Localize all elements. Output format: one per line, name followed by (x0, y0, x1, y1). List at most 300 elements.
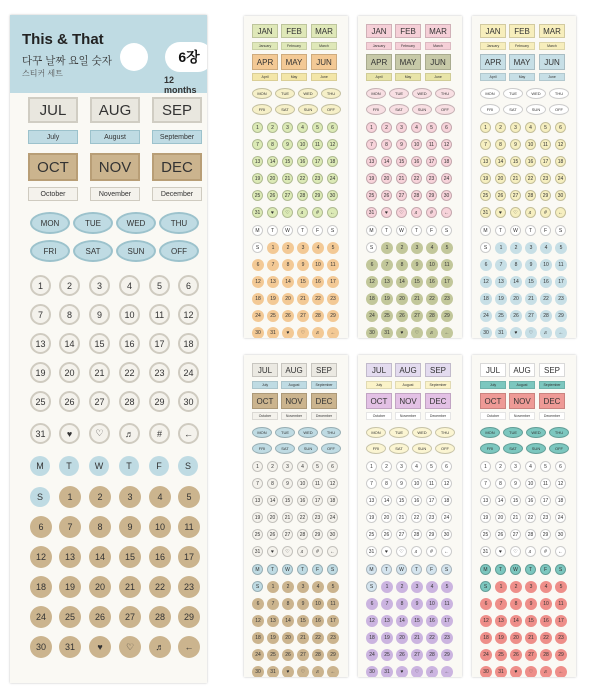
number-sticker: 12 (555, 478, 566, 489)
number-sticker: 17 (178, 546, 200, 568)
number-sticker: 19 (267, 293, 279, 305)
month-label-sticker: May (281, 73, 307, 81)
number-sticker: 30 (441, 190, 452, 201)
weekday-letter-sticker: S (441, 564, 452, 575)
symbol-sticker: ♬ (119, 423, 140, 444)
weekday-letter-sticker: T (495, 225, 506, 236)
number-sticker: 28 (119, 391, 140, 412)
weekday-letter-sticker: S (366, 581, 377, 592)
symbol-sticker: 31 (480, 546, 491, 557)
month-sticker: OCT (28, 153, 78, 181)
weekday-letter-sticker: S (252, 581, 263, 592)
weekday-sticker: OFF (435, 104, 455, 115)
number-sticker: 18 (366, 632, 378, 644)
weekday-sticker: FRI (480, 443, 500, 454)
number-sticker: 20 (396, 293, 408, 305)
number-sticker: 30 (327, 190, 338, 201)
number-sticker: 20 (282, 632, 294, 644)
month-label-sticker: September (425, 381, 451, 389)
number-sticker: 29 (312, 190, 323, 201)
number-sticker: 11 (441, 598, 453, 610)
month-label-sticker: November (395, 412, 421, 420)
weekday-sticker: SUN (116, 240, 156, 262)
month-sticker: AUG (281, 363, 307, 377)
number-sticker: 5 (426, 461, 437, 472)
number-sticker: ← (555, 327, 567, 338)
number-sticker: 22 (540, 293, 552, 305)
number-sticker: 29 (441, 310, 453, 322)
number-sticker: 18 (30, 576, 52, 598)
number-sticker: 21 (510, 173, 521, 184)
number-sticker: 9 (411, 598, 423, 610)
number-sticker: 17 (426, 495, 437, 506)
weekday-letter-sticker: T (525, 564, 536, 575)
symbol-sticker: ← (441, 207, 452, 218)
number-sticker: 26 (89, 606, 111, 628)
weekday-letter-sticker: T (411, 564, 422, 575)
number-sticker: 20 (396, 632, 408, 644)
number-sticker: 3 (510, 122, 521, 133)
number-sticker: 12 (30, 546, 52, 568)
number-sticker: 21 (119, 576, 141, 598)
number-sticker: 27 (89, 391, 110, 412)
number-sticker: 31 (267, 327, 279, 338)
month-label-sticker: June (539, 73, 565, 81)
number-sticker: 8 (396, 259, 408, 271)
month-sticker: JUN (311, 54, 337, 70)
sheet-header (10, 15, 207, 93)
weekday-letter-sticker: T (381, 564, 392, 575)
weekday-letter-sticker: M (480, 564, 491, 575)
symbol-sticker: # (149, 423, 170, 444)
number-sticker: 1 (252, 461, 263, 472)
number-sticker: 5 (312, 461, 323, 472)
number-sticker: ← (327, 666, 339, 677)
month-label-sticker: August (395, 381, 421, 389)
number-sticker: 17 (540, 156, 551, 167)
symbol-sticker: ♥ (59, 423, 80, 444)
weekday-letter-sticker: F (426, 225, 437, 236)
weekday-sticker: FRI (252, 443, 272, 454)
weekday-sticker: MON (480, 88, 500, 99)
symbol-sticker: ♥ (267, 207, 278, 218)
month-sticker: MAY (281, 54, 307, 70)
number-sticker: 16 (540, 615, 552, 627)
month-label-sticker: September (539, 381, 565, 389)
number-sticker: 30 (366, 666, 378, 677)
number-sticker: 14 (381, 156, 392, 167)
number-sticker: 6 (555, 461, 566, 472)
weekday-letter-sticker: W (282, 225, 293, 236)
number-sticker: 20 (282, 293, 294, 305)
number-sticker: 15 (396, 156, 407, 167)
number-sticker: 19 (366, 512, 377, 523)
number-sticker: 13 (366, 495, 377, 506)
number-sticker: 8 (510, 259, 522, 271)
month-label-sticker: June (425, 73, 451, 81)
weekday-letter-sticker: M (366, 225, 377, 236)
number-sticker: 8 (89, 516, 111, 538)
month-label-sticker: May (509, 73, 535, 81)
number-sticker: 19 (381, 632, 393, 644)
number-sticker: 1 (59, 486, 81, 508)
number-sticker: 26 (510, 310, 522, 322)
number-sticker: 8 (267, 478, 278, 489)
number-sticker: 2 (381, 461, 392, 472)
weekday-sticker: SAT (275, 104, 295, 115)
number-sticker: 31 (381, 327, 393, 338)
weekday-sticker: OFF (435, 443, 455, 454)
number-sticker: 18 (327, 156, 338, 167)
month-sticker: NOV (395, 393, 421, 409)
symbol-sticker: ♬ (525, 546, 536, 557)
number-sticker: 29 (327, 310, 339, 322)
number-sticker: 24 (480, 310, 492, 322)
number-sticker: 27 (411, 649, 423, 661)
month-label-sticker: April (366, 73, 392, 81)
weekday-sticker: THU (435, 88, 455, 99)
weekday-sticker: SUN (298, 104, 318, 115)
month-sticker: NOV (281, 393, 307, 409)
number-sticker: 25 (366, 529, 377, 540)
weekday-letter-sticker: T (495, 564, 506, 575)
month-label-sticker: July (28, 130, 78, 144)
number-sticker: 7 (381, 598, 393, 610)
month-label-sticker: December (152, 187, 202, 201)
number-sticker: 16 (426, 615, 438, 627)
number-sticker: 30 (441, 529, 452, 540)
symbol-sticker: ♥ (381, 207, 392, 218)
number-sticker: 29 (312, 529, 323, 540)
number-sticker: 28 (525, 190, 536, 201)
number-sticker: 29 (555, 649, 567, 661)
month-sticker: JUL (366, 363, 392, 377)
number-sticker: 22 (411, 173, 422, 184)
number-sticker: 7 (267, 598, 279, 610)
weekday-sticker: SAT (73, 240, 113, 262)
weekday-letter-sticker: S (252, 242, 263, 253)
weekday-sticker: TUE (275, 88, 295, 99)
number-sticker: 26 (381, 190, 392, 201)
number-sticker: 20 (495, 512, 506, 523)
month-sticker: DEC (539, 393, 565, 409)
symbol-sticker: ♡ (282, 207, 293, 218)
number-sticker: 28 (149, 606, 171, 628)
number-sticker: 2 (495, 122, 506, 133)
number-sticker: 26 (396, 310, 408, 322)
number-sticker: 3 (282, 122, 293, 133)
month-label-sticker: May (395, 73, 421, 81)
number-sticker: 3 (411, 581, 423, 593)
number-sticker: 18 (252, 632, 264, 644)
number-sticker: 1 (366, 461, 377, 472)
month-label-sticker: November (281, 412, 307, 420)
number-sticker: 1 (495, 581, 507, 593)
symbol-sticker: ← (555, 546, 566, 557)
number-sticker: 26 (396, 649, 408, 661)
number-sticker: 23 (426, 512, 437, 523)
number-sticker: 22 (297, 173, 308, 184)
number-sticker: 15 (510, 156, 521, 167)
number-sticker: 15 (282, 156, 293, 167)
korean-title: 다꾸 날짜 요일 숫자 (22, 55, 112, 67)
number-sticker: 21 (282, 512, 293, 523)
weekday-letter-sticker: M (480, 225, 491, 236)
number-sticker: 7 (267, 259, 279, 271)
number-sticker: 24 (178, 362, 199, 383)
count-badge: 6장 (165, 42, 207, 72)
weekday-sticker: THU (321, 427, 341, 438)
number-sticker: 23 (327, 293, 339, 305)
month-label-sticker: November (90, 187, 140, 201)
month-label-sticker: October (480, 412, 506, 420)
number-sticker: 21 (411, 293, 423, 305)
month-sticker: JUL (480, 363, 506, 377)
number-sticker: 23 (426, 173, 437, 184)
number-sticker: 13 (366, 156, 377, 167)
weekday-letter-sticker: T (297, 564, 308, 575)
weekday-sticker: TUE (389, 88, 409, 99)
number-sticker: 28 (312, 649, 324, 661)
number-sticker: 29 (441, 649, 453, 661)
number-sticker: 2 (510, 581, 522, 593)
number-sticker: 2 (267, 461, 278, 472)
number-sticker: 7 (366, 139, 377, 150)
number-sticker: 23 (312, 173, 323, 184)
weekday-letter-sticker: F (426, 564, 437, 575)
weekday-letter-sticker: S (555, 225, 566, 236)
number-sticker: 2 (495, 461, 506, 472)
number-sticker: 12 (441, 478, 452, 489)
weekday-letter-sticker: F (149, 456, 169, 476)
number-sticker: 10 (525, 478, 536, 489)
number-sticker: 28 (426, 649, 438, 661)
number-sticker: 9 (282, 139, 293, 150)
number-sticker: 27 (525, 649, 537, 661)
hang-hole (120, 43, 148, 71)
number-sticker: 16 (312, 615, 324, 627)
number-sticker: 14 (89, 546, 111, 568)
number-sticker: 31 (495, 666, 507, 677)
number-sticker: 27 (282, 190, 293, 201)
number-sticker: 12 (555, 139, 566, 150)
number-sticker: 24 (252, 310, 264, 322)
number-sticker: ♥ (510, 666, 522, 677)
month-sticker: JUN (425, 54, 451, 70)
number-sticker: 13 (267, 276, 279, 288)
number-sticker: 7 (30, 304, 51, 325)
weekday-letter-sticker: T (267, 225, 278, 236)
weekday-sticker: WED (526, 88, 546, 99)
number-sticker: 29 (555, 310, 567, 322)
number-sticker: 4 (426, 581, 438, 593)
number-sticker: 19 (252, 173, 263, 184)
number-sticker: 16 (426, 276, 438, 288)
month-label-sticker: February (281, 42, 307, 50)
symbol-sticker: ♬ (525, 207, 536, 218)
number-sticker: 13 (59, 546, 81, 568)
month-sticker: MAR (311, 24, 337, 38)
number-sticker: 4 (297, 122, 308, 133)
number-sticker: 10 (312, 598, 324, 610)
weekday-sticker: THU (321, 88, 341, 99)
number-sticker: 31 (59, 636, 81, 658)
number-sticker: 20 (89, 576, 111, 598)
number-sticker: 21 (297, 632, 309, 644)
number-sticker: ♡ (411, 666, 423, 677)
number-sticker: 5 (555, 581, 567, 593)
symbol-sticker: 31 (252, 546, 263, 557)
number-sticker: 6 (480, 259, 492, 271)
weekday-sticker: WED (412, 88, 432, 99)
number-sticker: ♥ (396, 327, 408, 338)
month-sticker: SEP (152, 97, 202, 123)
month-sticker: APR (252, 54, 278, 70)
number-sticker: 7 (59, 516, 81, 538)
number-sticker: 13 (252, 156, 263, 167)
number-sticker: 9 (510, 478, 521, 489)
month-label-sticker: April (480, 73, 506, 81)
number-sticker: 21 (396, 512, 407, 523)
number-sticker: 30 (555, 529, 566, 540)
weekday-sticker: OFF (549, 443, 569, 454)
number-sticker: 21 (510, 512, 521, 523)
number-sticker: 9 (396, 139, 407, 150)
weekday-sticker: FRI (366, 443, 386, 454)
number-sticker: 12 (480, 615, 492, 627)
weekday-sticker: WED (116, 212, 156, 234)
number-sticker: 11 (555, 259, 567, 271)
weekday-letter-sticker: S (366, 242, 377, 253)
number-sticker: 13 (480, 495, 491, 506)
month-label-sticker: July (366, 381, 392, 389)
number-sticker: 5 (540, 461, 551, 472)
number-sticker: 9 (510, 139, 521, 150)
weekday-letter-sticker: S (441, 225, 452, 236)
weekday-sticker: TUE (503, 427, 523, 438)
month-label-sticker: October (252, 412, 278, 420)
weekday-sticker: FRI (30, 240, 70, 262)
month-label-sticker: March (425, 42, 451, 50)
number-sticker: 19 (59, 576, 81, 598)
number-sticker: 13 (267, 615, 279, 627)
number-sticker: 31 (267, 666, 279, 677)
number-sticker: 4 (411, 461, 422, 472)
number-sticker: 5 (441, 581, 453, 593)
number-sticker: 6 (366, 598, 378, 610)
number-sticker: 7 (252, 478, 263, 489)
weekday-sticker: MON (252, 427, 272, 438)
number-sticker: 15 (119, 546, 141, 568)
number-sticker: 11 (540, 478, 551, 489)
month-sticker: NOV (509, 393, 535, 409)
number-sticker: 27 (411, 310, 423, 322)
symbol-sticker: ♥ (495, 546, 506, 557)
month-label-sticker: August (281, 381, 307, 389)
mini-sheet-purple (358, 355, 462, 677)
weekday-sticker: SAT (503, 443, 523, 454)
number-sticker: 30 (30, 636, 52, 658)
weekday-letter-sticker: W (282, 564, 293, 575)
symbol-sticker: ♬ (411, 207, 422, 218)
weekday-sticker: SAT (389, 104, 409, 115)
symbol-sticker: 31 (252, 207, 263, 218)
number-sticker: 16 (411, 495, 422, 506)
number-sticker: 13 (381, 276, 393, 288)
number-sticker: 25 (366, 190, 377, 201)
number-sticker: 26 (495, 190, 506, 201)
month-sticker: JAN (366, 24, 392, 38)
number-sticker: 10 (525, 139, 536, 150)
symbol-sticker: # (312, 207, 323, 218)
number-sticker: 30 (480, 666, 492, 677)
number-sticker: 5 (149, 275, 170, 296)
weekday-letter-sticker: S (480, 581, 491, 592)
symbol-sticker: ♥ (495, 207, 506, 218)
number-sticker: 3 (89, 275, 110, 296)
number-sticker: 14 (267, 495, 278, 506)
number-sticker: 14 (381, 495, 392, 506)
number-sticker: 30 (480, 327, 492, 338)
number-sticker: 3 (525, 581, 537, 593)
number-sticker: 31 (495, 327, 507, 338)
number-sticker: 5 (555, 242, 567, 254)
number-sticker: 9 (525, 259, 537, 271)
number-sticker: 28 (540, 310, 552, 322)
month-sticker: DEC (311, 393, 337, 409)
number-sticker: 6 (366, 259, 378, 271)
weekday-sticker: TUE (73, 212, 113, 234)
number-sticker: 17 (555, 615, 567, 627)
number-sticker: 30 (178, 391, 199, 412)
number-sticker: 25 (495, 310, 507, 322)
weekday-sticker: MON (252, 88, 272, 99)
number-sticker: 4 (540, 242, 552, 254)
month-sticker: MAR (539, 24, 565, 38)
number-sticker: 6 (252, 259, 264, 271)
month-sticker: SEP (539, 363, 565, 377)
number-sticker: 5 (426, 122, 437, 133)
number-sticker: 20 (510, 632, 522, 644)
number-sticker: 26 (381, 529, 392, 540)
number-sticker: 10 (426, 259, 438, 271)
symbol-sticker: 31 (366, 207, 377, 218)
number-sticker: 26 (495, 529, 506, 540)
weekday-sticker: WED (298, 427, 318, 438)
weekday-sticker: SAT (503, 104, 523, 115)
number-sticker: 17 (312, 156, 323, 167)
number-sticker: 15 (525, 615, 537, 627)
number-sticker: 1 (381, 242, 393, 254)
weekday-letter-sticker: W (510, 225, 521, 236)
number-sticker: 29 (426, 190, 437, 201)
weekday-sticker: OFF (321, 104, 341, 115)
number-sticker: 17 (312, 495, 323, 506)
number-sticker: 22 (411, 512, 422, 523)
number-sticker: 25 (252, 529, 263, 540)
weekday-sticker: OFF (549, 104, 569, 115)
number-sticker: 10 (411, 478, 422, 489)
number-sticker: 3 (297, 581, 309, 593)
weekday-sticker: FRI (252, 104, 272, 115)
number-sticker: 17 (555, 276, 567, 288)
number-sticker: 24 (555, 173, 566, 184)
symbol-sticker: ♡ (396, 546, 407, 557)
weekday-sticker: WED (412, 427, 432, 438)
brand-title: This & That (22, 31, 104, 48)
number-sticker: 12 (327, 478, 338, 489)
number-sticker: 23 (178, 576, 200, 598)
